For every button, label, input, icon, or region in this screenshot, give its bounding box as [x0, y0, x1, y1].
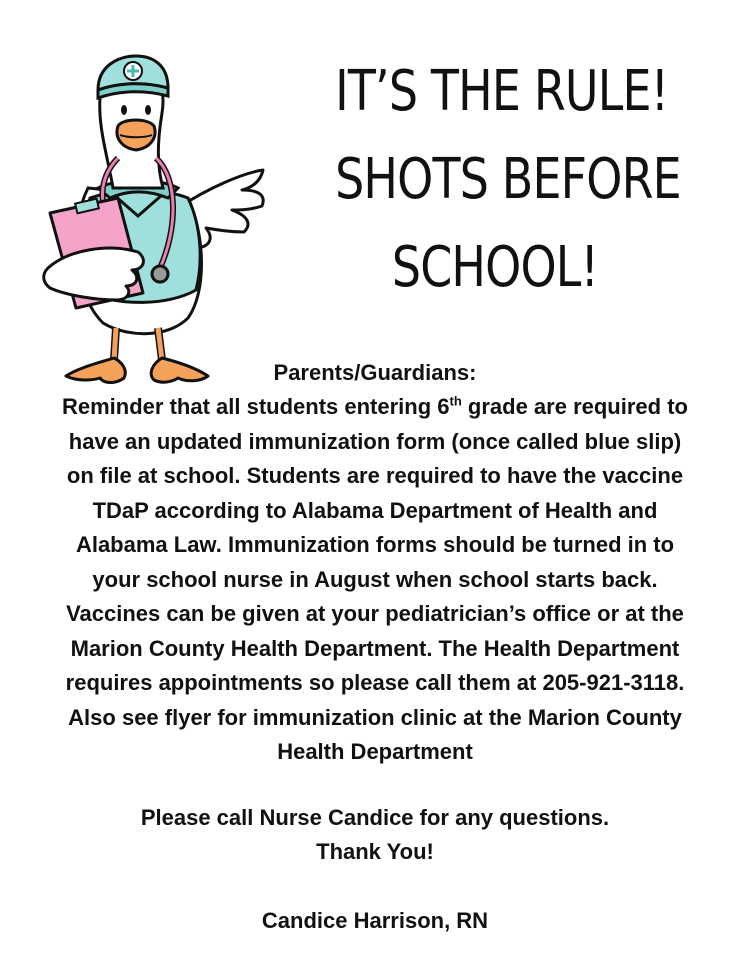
questions-line: Please call Nurse Candice for any questions.	[140, 805, 610, 830]
body-line: Marion County Health Department. The Health Department	[70, 635, 680, 661]
body-line: your school nurse in August when school starts back.	[92, 566, 658, 592]
body-line: have an updated immunization form (once called blue slip)	[68, 428, 682, 454]
body-line: Health Department	[277, 739, 473, 764]
signature: Candice Harrison, RN	[261, 908, 489, 933]
body-line	[0, 390, 750, 425]
thank-you: Thank You!	[316, 839, 434, 864]
body-line: TDaP according to Alabama Department of Health and	[92, 497, 658, 523]
title-line-2: SHOTS BEFORE	[335, 147, 681, 212]
body-line-1-pre: Reminder that all students entering 6	[62, 394, 450, 419]
ordinal-suffix: th	[449, 393, 462, 409]
closing	[0, 801, 750, 869]
body-line: Also see flyer for immunization clinic at the Marion County	[68, 704, 682, 730]
page-title	[335, 48, 681, 312]
notice-body	[0, 390, 750, 770]
title-line-3: SCHOOL!	[391, 235, 599, 300]
greeting: Parents/Guardians:	[273, 360, 477, 385]
nurse-goose-illustration	[28, 38, 278, 388]
title-line-1: IT’S THE RULE!	[335, 59, 669, 124]
body-line: requires appointments so please call them at 205-921-3118.	[65, 670, 685, 695]
body-line: on file at school. Students are required to have the vaccine	[66, 463, 684, 488]
body-line-1-post: grade are required to	[461, 394, 688, 419]
body-line: Alabama Law. Immunization forms should be turned in to	[75, 532, 675, 557]
body-line: Vaccines can be given at your pediatrician’s office or at the	[66, 601, 684, 626]
